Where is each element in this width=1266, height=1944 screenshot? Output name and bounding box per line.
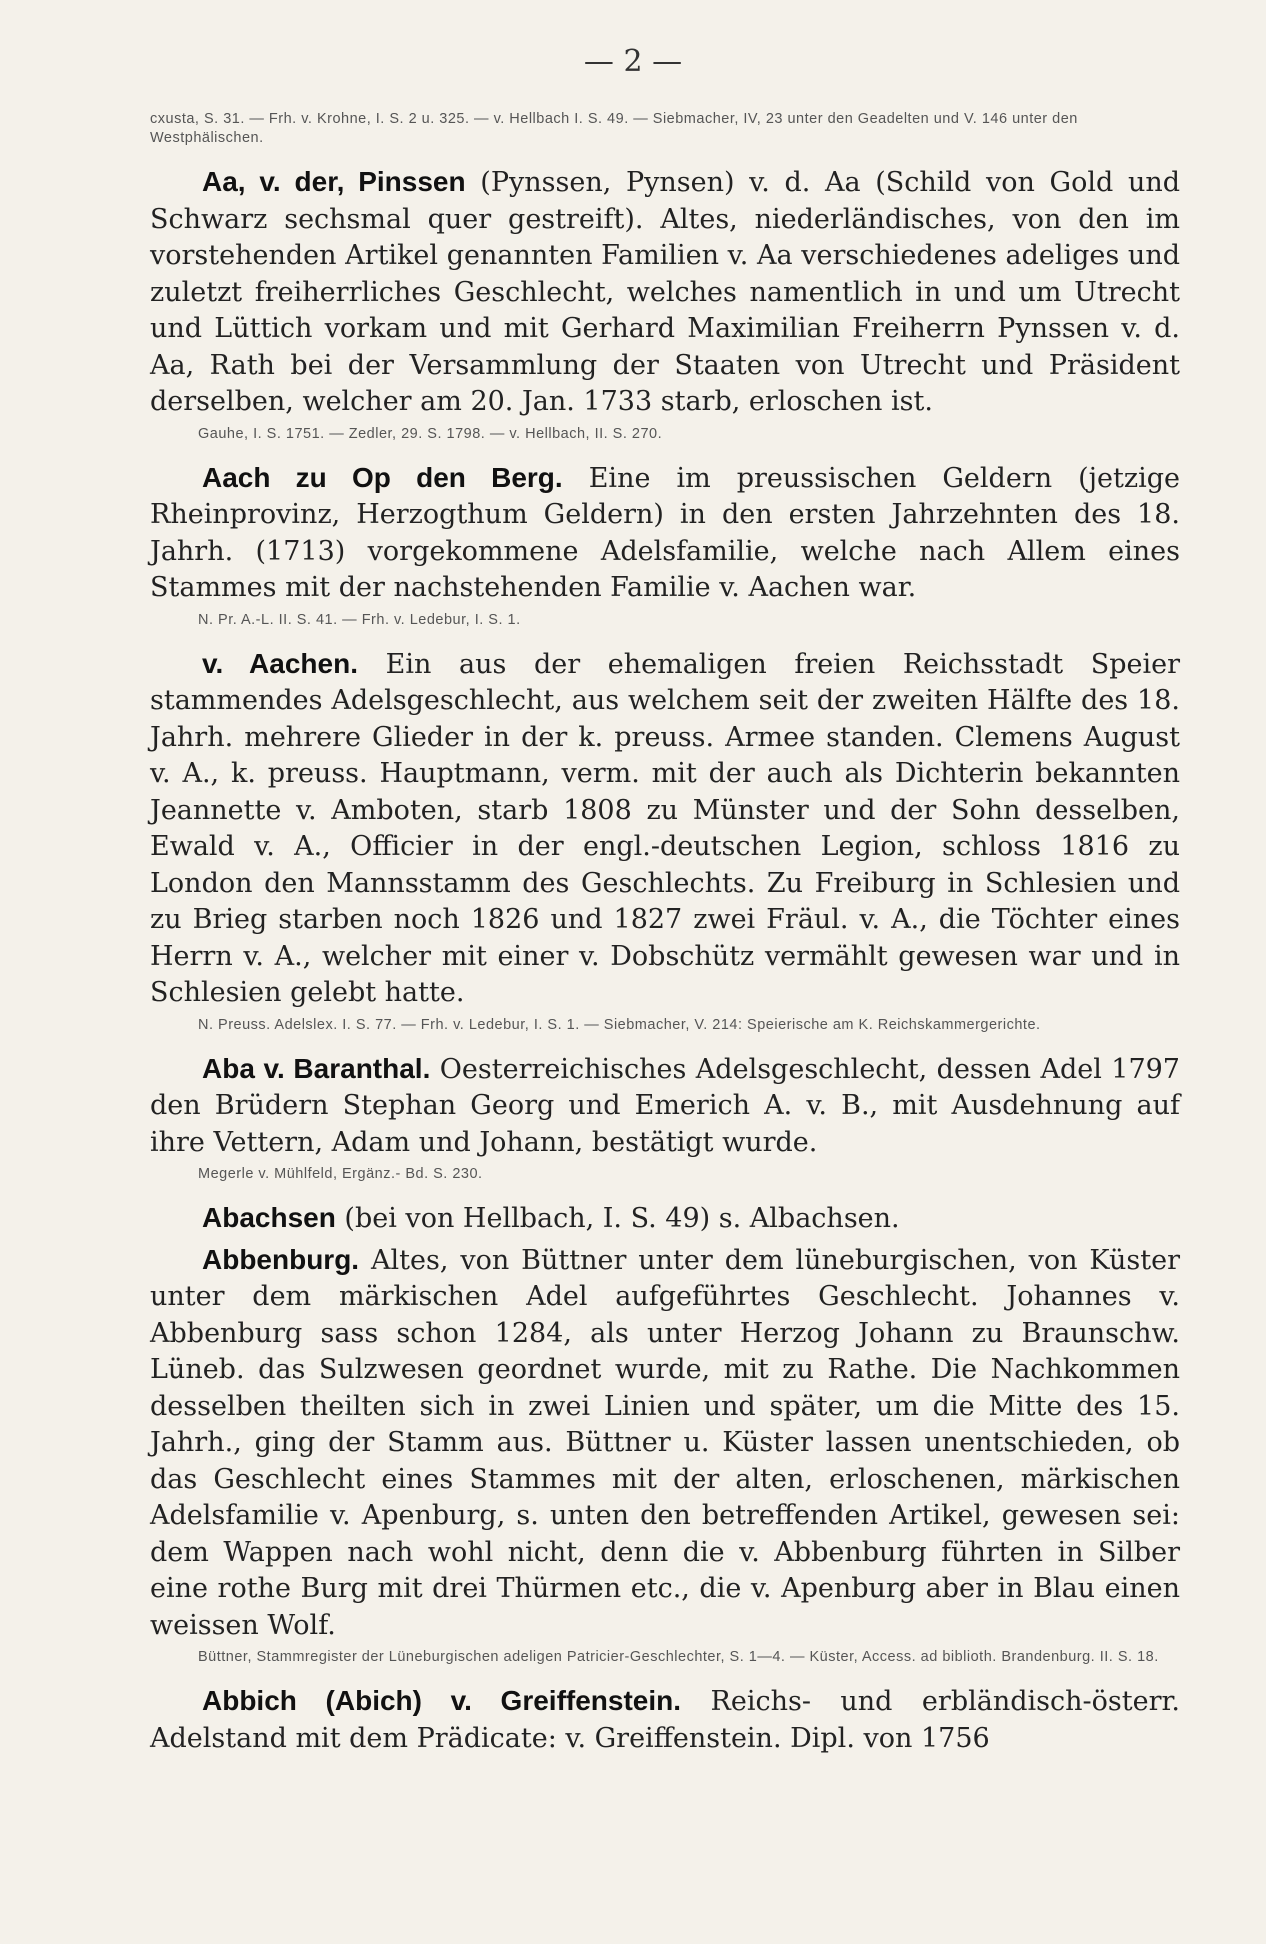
entry-text: (bei von Hellbach, I. S. 49) s. Albachsen. xyxy=(344,1203,900,1234)
page-number: — 2 — xyxy=(583,44,683,79)
entry-text: Reichs- und erbländisch-österr. Adelstand mit dem Prädicate: v. Greiffenstein. Dipl. von 1756 xyxy=(150,1686,1180,1754)
entry-reference: Megerle v. Mühlfeld, Ergänz.- Bd. S. 230. xyxy=(198,1166,483,1182)
entry-reference: N. Pr. A.-L. II. S. 41. — Frh. v. Ledebur, I. S. 1. xyxy=(198,611,521,628)
entry-headword: Aach zu Op den Berg. xyxy=(202,461,563,493)
entry-headword: Aa, v. der, Pinssen xyxy=(202,166,466,197)
entry-aa xyxy=(150,164,1180,421)
entry-abachsen xyxy=(150,1200,1180,1238)
entry-headword: v. Aachen. xyxy=(202,647,358,679)
lead-reference: cxusta, S. 31. — Frh. v. Krohne, I. S. 2 u. 325. — v. Hellbach I. S. 49. — Siebmacher, IV, 23 unter den Geadelten und V. 146 unter den Westphälischen. xyxy=(150,111,1078,146)
page-content xyxy=(150,110,1180,1757)
entry-aachen xyxy=(150,646,1180,1012)
entry-text: (Pynssen, Pynsen) v. d. Aa (Schild von Gold und Schwarz sechsmal quer gestreift). Altes, niederländisches, von den im vorstehenden Artikel genannten Familien v. Aa verschiedenes adeliges und zuletzt freiherrliches Geschlecht, welches namentlich in und um Utrecht und Lüttich vorkam und mit Gerhard Maximilian Freiherrn Pynssen v. d. Aa, Rath bei der Versammlung der Staaten von Utrecht und Präsident derselben, welcher am 20. Jan. 1733 starb, erloschen ist. xyxy=(150,167,1181,417)
entry-text: Oesterreichisches Adelsgeschlecht, dessen Adel 1797 den Brüdern Stephan Georg und Emerich A. v. B., mit Ausdehnung auf ihre Vettern, Adam und Johann, bestätigt wurde. xyxy=(150,1053,1180,1158)
entry-abbich xyxy=(150,1683,1180,1757)
entry-text: Ein aus der ehemaligen freien Reichsstadt Speier stammendes Adelsgeschlecht, aus welchem seit der zweiten Hälfte des 18. Jahrh. mehrere Glieder in der k. preuss. Armee standen. Clemens August v. A., k. preuss. Hauptmann, verm. mit der auch als Dichterin bekannten Jeannette v. Amboten, starb 1808 zu Münster und der Sohn desselben, Ewald v. A., Officier in der engl.-deutschen Legion, schloss 1816 zu London den Mannsstamm des Geschlechts. Zu Freiburg in Schlesien und zu Brieg starben noch 1826 und 1827 zwei Fräul. v. A., die Töchter eines Herrn v. A., welcher mit einer v. Dobschütz vermählt gewesen war und in Schlesien gelebt hatte. xyxy=(150,648,1180,1008)
entry-text: Eine im preussischen Geldern (jetzige Rheinprovinz, Herzogthum Geldern) in den ersten Jahrzehnten des 18. Jahrh. (1713) vorgekommene Adelsfamilie, welche nach Allem eines Stammes mit der nachstehenden Familie v. Aachen war. xyxy=(150,462,1180,603)
entry-reference: Gauhe, I. S. 1751. — Zedler, 29. S. 1798. — v. Hellbach, II. S. 270. xyxy=(198,425,663,442)
entry-reference: Büttner, Stammregister der Lüneburgischen adeligen Patricier-Geschlechter, S. 1—4. — Küster, Access. ad biblioth. Brandenburg. II. S. 18. xyxy=(198,1649,1159,1665)
entry-reference: N. Preuss. Adelslex. I. S. 77. — Frh. v. Ledebur, I. S. 1. — Siebmacher, V. 214: Speierische am K. Reichskammergerichte. xyxy=(198,1016,1041,1033)
entry-aach xyxy=(150,460,1180,607)
entry-abbenburg xyxy=(150,1242,1180,1645)
entry-headword: Aba v. Baranthal. xyxy=(202,1052,431,1084)
entry-headword: Abbenburg. xyxy=(202,1243,360,1275)
entry-headword: Abbich (Abich) v. Greiffenstein. xyxy=(202,1685,682,1716)
entry-aba xyxy=(150,1051,1180,1162)
entry-text: Altes, von Büttner unter dem lüneburgischen, von Küster unter dem märkischen Adel aufgeführtes Geschlecht. Johannes v. Abbenburg sass schon 1284, als unter Herzog Johann zu Braunschw. Lüneb. das Sulzwesen geordnet wurde, mit zu Rathe. Die Nachkommen desselben theilten sich in zwei Linien und später, um die Mitte des 15. Jahrh., ging der Stamm aus. Büttner u. Küster lassen unentschieden, ob das Geschlecht eines Stammes mit der alten, erloschenen, märkischen Adelsfamilie v. Apenburg, s. unten den betreffenden Artikel, gewesen sei: dem Wappen nach wohl nicht, denn die v. Abbenburg führten in Silber eine rothe Burg mit drei Thürmen etc., die v. Apenburg aber in Blau einen weissen Wolf. xyxy=(150,1244,1180,1641)
entry-headword: Abachsen xyxy=(202,1202,336,1233)
